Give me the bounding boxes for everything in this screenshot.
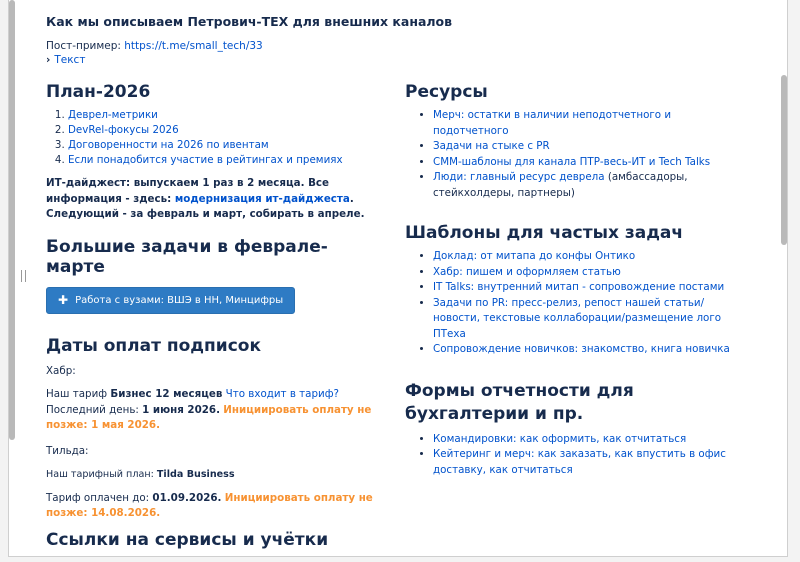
- reports-heading: Формы отчетности для бухгалтерии и пр.: [405, 380, 634, 424]
- template-link[interactable]: IT Talks: внутренний митап - сопровождение постами: [433, 281, 725, 293]
- plan-item: [68, 108, 386, 123]
- resource-item: [433, 155, 745, 171]
- habr-last-day: [46, 403, 386, 434]
- digest-text: ИТ-дайджест: выпускаем 1 раз в 2 месяца. Все информация - здесь:: [46, 177, 330, 205]
- task-button-label: Работа с вузами: ВШЭ в НН, Минцифры: [75, 294, 284, 306]
- habr-tariff-name: Бизнес 12 месяцев: [110, 388, 223, 400]
- template-item: [433, 296, 745, 343]
- plan-heading: План-2026: [46, 82, 151, 102]
- plan-item: [68, 153, 386, 168]
- plan-item: [68, 123, 386, 138]
- resource-item: [433, 170, 745, 201]
- habr-last-date: 1 июня 2026.: [142, 403, 220, 416]
- post-example-line: [46, 40, 263, 52]
- tilda-paid-date: 01.09.2026.: [152, 491, 222, 504]
- text-toggle-label: Текст: [54, 54, 86, 66]
- template-item: [433, 280, 745, 296]
- text-expand-toggle[interactable]: [46, 54, 85, 66]
- habr-initiate-warning: Инициировать оплату не позже: 1 мая 2026.: [46, 403, 372, 431]
- template-link[interactable]: Задачи по PR: пресс-релиз, репост нашей статьи/новости, текстовые коллаборации/размещение лого ПТеха: [433, 296, 722, 340]
- report-item: [433, 447, 745, 478]
- post-example-link[interactable]: https://t.me/small_tech/33: [124, 40, 263, 52]
- task-button[interactable]: [46, 287, 295, 314]
- plan-link[interactable]: DevRel-фокусы 2026: [68, 124, 179, 136]
- digest-text-end: . Следующий - за февраль и март, собирать в апреле.: [46, 192, 365, 220]
- template-item: [433, 249, 745, 265]
- resources-heading: Ресурсы: [405, 82, 488, 102]
- big-tasks-heading: Большие задачи в феврале-марте: [46, 236, 328, 277]
- templates-heading: Шаблоны для частых задач: [405, 223, 684, 243]
- right-scrollbar[interactable]: [781, 75, 787, 245]
- plan-link[interactable]: Если понадобится участие в рейтингах и премиях: [68, 154, 343, 166]
- right-column: [405, 82, 745, 478]
- chevron-right-icon: ›: [46, 54, 51, 66]
- resource-note: (амбассадоры, стейкхолдеры, партнеры): [433, 171, 688, 199]
- plan-item: [68, 138, 386, 153]
- tilda-label: Тильда:: [46, 444, 89, 457]
- tilda-plan: [46, 467, 386, 483]
- digest-note: [46, 176, 386, 223]
- report-link[interactable]: Кейтеринг и мерч: как заказать, как впустить в офис доставку, как отчитаться: [433, 448, 726, 476]
- tilda-plan-prefix: Наш тарифный план:: [46, 469, 157, 480]
- habr-tariff-link[interactable]: Что входит в тариф?: [225, 388, 339, 400]
- resource-link[interactable]: Люди: главный ресурс деврела: [433, 171, 605, 183]
- tilda-paid: [46, 491, 386, 522]
- resources-list: [405, 108, 745, 201]
- left-scrollbar[interactable]: [9, 0, 15, 440]
- template-item: [433, 342, 745, 358]
- template-link[interactable]: Хабр: пишем и оформляем статью: [433, 265, 621, 278]
- template-item: [433, 265, 745, 281]
- habr-tariff-prefix: Наш тариф: [46, 388, 111, 400]
- report-item: [433, 432, 745, 448]
- page-title: Как мы описываем Петрович-ТЕХ для внешних каналов: [46, 14, 453, 29]
- reports-list: [405, 432, 745, 479]
- tilda-plan-name: Tilda Business: [156, 469, 235, 480]
- left-column: [46, 82, 386, 550]
- resource-link[interactable]: СММ-шаблоны для канала ПТР-весь-ИТ и Tech Talks: [433, 155, 711, 168]
- payments-heading: Даты оплат подписок: [46, 335, 261, 356]
- habr-label: Хабр:: [46, 364, 76, 377]
- template-link[interactable]: Доклад: от митапа до конфы Онтико: [433, 250, 636, 262]
- resource-item: [433, 108, 745, 139]
- digest-link[interactable]: модернизация ит-дайджеста: [174, 192, 350, 205]
- habr-tariff: [46, 387, 386, 403]
- plan-list: [46, 108, 386, 168]
- resource-link[interactable]: Задачи на стыке с PR: [433, 140, 550, 152]
- resource-link[interactable]: Мерч: остатки в наличии неподотчетного и подотчетного: [433, 109, 672, 137]
- plan-link[interactable]: Деврел-метрики: [68, 109, 158, 121]
- resize-handle[interactable]: [21, 270, 26, 282]
- plan-link[interactable]: Договоренности на 2026 по ивентам: [68, 139, 269, 151]
- links-heading: Ссылки на сервисы и учётки: [46, 529, 329, 550]
- post-example-label: Пост-пример:: [46, 40, 121, 52]
- plus-icon: ✚: [58, 293, 69, 307]
- templates-list: [405, 249, 745, 358]
- resource-item: [433, 139, 745, 155]
- report-link[interactable]: Командировки: как оформить, как отчитаться: [433, 432, 687, 445]
- habr-last-prefix: Последний день:: [46, 403, 143, 416]
- tilda-initiate-warning: Инициировать оплату не позже: 14.08.2026.: [46, 491, 373, 519]
- template-link[interactable]: Сопровождение новичков: знакомство, книга новичка: [433, 343, 730, 355]
- tilda-paid-prefix: Тариф оплачен до:: [46, 491, 153, 504]
